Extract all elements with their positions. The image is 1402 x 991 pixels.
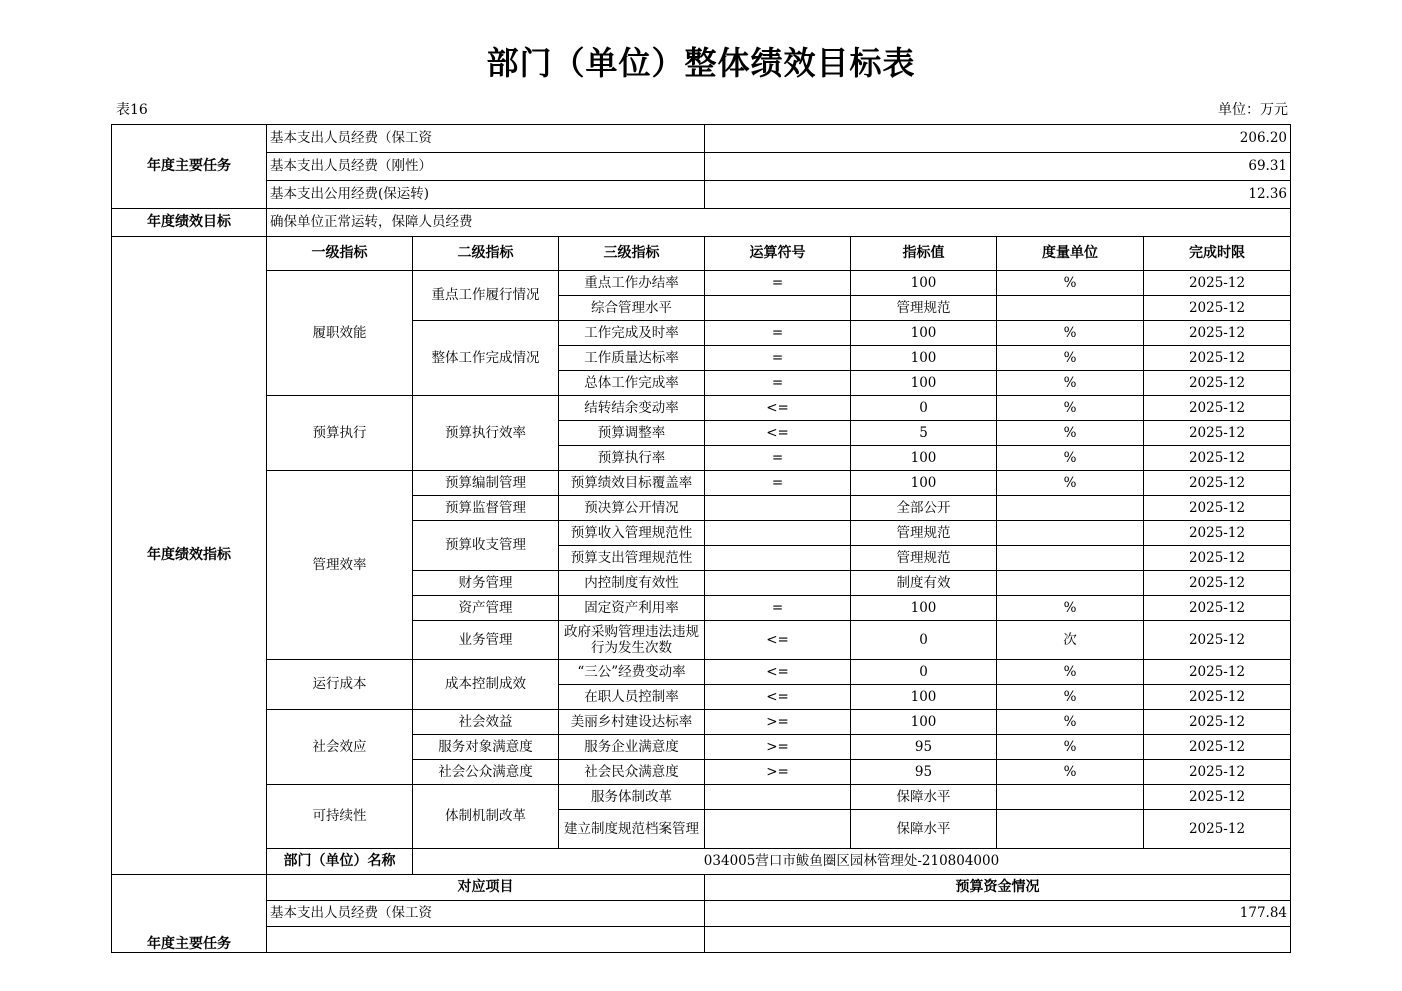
- value-cell: 0: [851, 396, 997, 421]
- indicator-header-row: [112, 237, 1291, 271]
- unit-cell: %: [997, 371, 1144, 396]
- level1-cell: 管理效率: [267, 471, 413, 660]
- annual-goal: 确保单位正常运转，保障人员经费: [267, 209, 1291, 237]
- deadline-cell: 2025-12: [1144, 346, 1291, 371]
- unit-cell: %: [997, 735, 1144, 760]
- level2-cell: 预算收支管理: [413, 521, 559, 571]
- deadline-cell: 2025-12: [1144, 546, 1291, 571]
- unit-cell: %: [997, 346, 1144, 371]
- deadline-cell: 2025-12: [1144, 710, 1291, 735]
- operator-cell: =: [705, 321, 851, 346]
- level3-cell: 建立制度规范档案管理: [559, 810, 705, 849]
- level3-cell: 内控制度有效性: [559, 571, 705, 596]
- level3-cell: 预算收入管理规范性: [559, 521, 705, 546]
- deadline-cell: 2025-12: [1144, 735, 1291, 760]
- level2-cell: 服务对象满意度: [413, 735, 559, 760]
- level3-cell: 服务企业满意度: [559, 735, 705, 760]
- unit-cell: %: [997, 596, 1144, 621]
- operator-cell: >=: [705, 760, 851, 785]
- dept-name: 034005营口市鲅鱼圈区园林管理处-210804000: [413, 849, 1291, 875]
- level2-cell: 资产管理: [413, 596, 559, 621]
- deadline-cell: 2025-12: [1144, 571, 1291, 596]
- level2-cell: 预算编制管理: [413, 471, 559, 496]
- unit-cell: %: [997, 321, 1144, 346]
- deadline-cell: 2025-12: [1144, 396, 1291, 421]
- annual-tasks2-label: 年度主要任务: [112, 875, 267, 953]
- value-cell: 95: [851, 760, 997, 785]
- deadline-cell: 2025-12: [1144, 810, 1291, 849]
- operator-cell: [705, 296, 851, 321]
- unit-label: 单位：万元: [1218, 102, 1288, 118]
- value-cell: 保障水平: [851, 785, 997, 810]
- level3-cell: 政府采购管理违法违规行为发生次数: [559, 621, 705, 660]
- level1-cell: 履职效能: [267, 271, 413, 396]
- budget-header: 预算资金情况: [705, 875, 1291, 901]
- table-number: 表16: [116, 102, 148, 118]
- unit-cell: %: [997, 660, 1144, 685]
- level2-cell: 成本控制成效: [413, 660, 559, 710]
- project-header-row: [112, 875, 1291, 901]
- task-name: 基本支出公用经费(保运转): [267, 181, 705, 209]
- level3-cell: 预算执行率: [559, 446, 705, 471]
- deadline-cell: 2025-12: [1144, 785, 1291, 810]
- operator-cell: =: [705, 271, 851, 296]
- operator-cell: [705, 521, 851, 546]
- value-cell: 保障水平: [851, 810, 997, 849]
- operator-cell: <=: [705, 660, 851, 685]
- value-cell: 100: [851, 321, 997, 346]
- level3-cell: 固定资产利用率: [559, 596, 705, 621]
- task-name: 基本支出人员经费（保工资: [267, 901, 705, 927]
- operator-cell: =: [705, 371, 851, 396]
- performance-table: [111, 124, 1291, 953]
- value-cell: 全部公开: [851, 496, 997, 521]
- task-row: [112, 901, 1291, 927]
- level3-cell: 总体工作完成率: [559, 371, 705, 396]
- value-cell: 95: [851, 735, 997, 760]
- header-cell: 完成时限: [1144, 237, 1291, 271]
- header-cell: 二级指标: [413, 237, 559, 271]
- value-cell: 制度有效: [851, 571, 997, 596]
- dept-label: 部门（单位）名称: [267, 849, 413, 875]
- level3-cell: 重点工作办结率: [559, 271, 705, 296]
- deadline-cell: 2025-12: [1144, 271, 1291, 296]
- operator-cell: [705, 571, 851, 596]
- level2-cell: 社会效益: [413, 710, 559, 735]
- task-row: [112, 125, 1291, 153]
- unit-cell: %: [997, 471, 1144, 496]
- value-cell: 100: [851, 371, 997, 396]
- indicator-row: [112, 785, 1291, 810]
- project-header: 对应项目: [267, 875, 705, 901]
- level2-cell: 预算执行效率: [413, 396, 559, 471]
- deadline-cell: 2025-12: [1144, 496, 1291, 521]
- empty-cell: [267, 927, 705, 953]
- value-cell: 100: [851, 346, 997, 371]
- value-cell: 100: [851, 271, 997, 296]
- deadline-cell: 2025-12: [1144, 421, 1291, 446]
- level3-cell: 服务体制改革: [559, 785, 705, 810]
- operator-cell: =: [705, 596, 851, 621]
- value-cell: 0: [851, 660, 997, 685]
- task-name: 基本支出人员经费（保工资: [267, 125, 705, 153]
- unit-cell: [997, 810, 1144, 849]
- value-cell: 100: [851, 596, 997, 621]
- empty-cell: [705, 927, 1291, 953]
- operator-cell: [705, 546, 851, 571]
- level1-cell: 可持续性: [267, 785, 413, 849]
- operator-cell: =: [705, 471, 851, 496]
- unit-cell: 次: [997, 621, 1144, 660]
- unit-cell: %: [997, 760, 1144, 785]
- operator-cell: [705, 496, 851, 521]
- operator-cell: =: [705, 346, 851, 371]
- indicator-row: [112, 660, 1291, 685]
- task-row: [112, 927, 1291, 953]
- unit-cell: [997, 785, 1144, 810]
- unit-cell: [997, 546, 1144, 571]
- header-cell: 运算符号: [705, 237, 851, 271]
- level3-cell: 工作完成及时率: [559, 321, 705, 346]
- unit-cell: [997, 571, 1144, 596]
- operator-cell: >=: [705, 735, 851, 760]
- level3-cell: 预决算公开情况: [559, 496, 705, 521]
- indicator-row: [112, 396, 1291, 421]
- annual-tasks-label: 年度主要任务: [112, 125, 267, 209]
- deadline-cell: 2025-12: [1144, 685, 1291, 710]
- value-cell: 管理规范: [851, 521, 997, 546]
- level2-cell: 整体工作完成情况: [413, 321, 559, 396]
- unit-cell: %: [997, 421, 1144, 446]
- level2-cell: 财务管理: [413, 571, 559, 596]
- level3-cell: 在职人员控制率: [559, 685, 705, 710]
- operator-cell: >=: [705, 710, 851, 735]
- value-cell: 管理规范: [851, 296, 997, 321]
- unit-cell: [997, 496, 1144, 521]
- operator-cell: <=: [705, 396, 851, 421]
- operator-cell: <=: [705, 685, 851, 710]
- level3-cell: 社会民众满意度: [559, 760, 705, 785]
- level2-cell: 预算监督管理: [413, 496, 559, 521]
- header-cell: 一级指标: [267, 237, 413, 271]
- task-name: 基本支出人员经费（刚性）: [267, 153, 705, 181]
- deadline-cell: 2025-12: [1144, 760, 1291, 785]
- indicators-label: 年度绩效指标: [112, 237, 267, 875]
- deadline-cell: 2025-12: [1144, 446, 1291, 471]
- level2-cell: 重点工作履行情况: [413, 271, 559, 321]
- value-cell: 管理规范: [851, 546, 997, 571]
- level1-cell: 运行成本: [267, 660, 413, 710]
- deadline-cell: 2025-12: [1144, 596, 1291, 621]
- indicator-row: [112, 710, 1291, 735]
- deadline-cell: 2025-12: [1144, 621, 1291, 660]
- level3-cell: 预算绩效目标覆盖率: [559, 471, 705, 496]
- deadline-cell: 2025-12: [1144, 371, 1291, 396]
- unit-cell: %: [997, 685, 1144, 710]
- value-cell: 100: [851, 685, 997, 710]
- value-cell: 100: [851, 446, 997, 471]
- deadline-cell: 2025-12: [1144, 660, 1291, 685]
- page-title: 部门（单位）整体绩效目标表: [486, 44, 916, 82]
- level2-cell: 业务管理: [413, 621, 559, 660]
- deadline-cell: 2025-12: [1144, 296, 1291, 321]
- header-cell: 指标值: [851, 237, 997, 271]
- operator-cell: [705, 810, 851, 849]
- level2-cell: 社会公众满意度: [413, 760, 559, 785]
- task-amount: 206.20: [705, 125, 1291, 153]
- operator-cell: =: [705, 446, 851, 471]
- level3-cell: 预算调整率: [559, 421, 705, 446]
- task-amount: 177.84: [705, 901, 1291, 927]
- annual-goal-label: 年度绩效目标: [112, 209, 267, 237]
- operator-cell: [705, 785, 851, 810]
- unit-cell: %: [997, 446, 1144, 471]
- value-cell: 5: [851, 421, 997, 446]
- goal-row: [112, 209, 1291, 237]
- indicator-row: [112, 471, 1291, 496]
- level3-cell: “三公”经费变动率: [559, 660, 705, 685]
- value-cell: 100: [851, 471, 997, 496]
- header-cell: 三级指标: [559, 237, 705, 271]
- unit-cell: %: [997, 396, 1144, 421]
- level1-cell: 社会效应: [267, 710, 413, 785]
- level3-cell: 结转结余变动率: [559, 396, 705, 421]
- indicator-row: [112, 271, 1291, 296]
- header-cell: 度量单位: [997, 237, 1144, 271]
- task-amount: 12.36: [705, 181, 1291, 209]
- level3-cell: 综合管理水平: [559, 296, 705, 321]
- value-cell: 100: [851, 710, 997, 735]
- value-cell: 0: [851, 621, 997, 660]
- deadline-cell: 2025-12: [1144, 521, 1291, 546]
- task-row: [112, 153, 1291, 181]
- level3-cell: 工作质量达标率: [559, 346, 705, 371]
- deadline-cell: 2025-12: [1144, 471, 1291, 496]
- level1-cell: 预算执行: [267, 396, 413, 471]
- level3-cell: 预算支出管理规范性: [559, 546, 705, 571]
- operator-cell: <=: [705, 421, 851, 446]
- unit-cell: [997, 521, 1144, 546]
- unit-cell: [997, 296, 1144, 321]
- level2-cell: 体制机制改革: [413, 785, 559, 849]
- task-amount: 69.31: [705, 153, 1291, 181]
- dept-row: [112, 849, 1291, 875]
- operator-cell: <=: [705, 621, 851, 660]
- unit-cell: %: [997, 710, 1144, 735]
- task-row: [112, 181, 1291, 209]
- deadline-cell: 2025-12: [1144, 321, 1291, 346]
- level3-cell: 美丽乡村建设达标率: [559, 710, 705, 735]
- unit-cell: %: [997, 271, 1144, 296]
